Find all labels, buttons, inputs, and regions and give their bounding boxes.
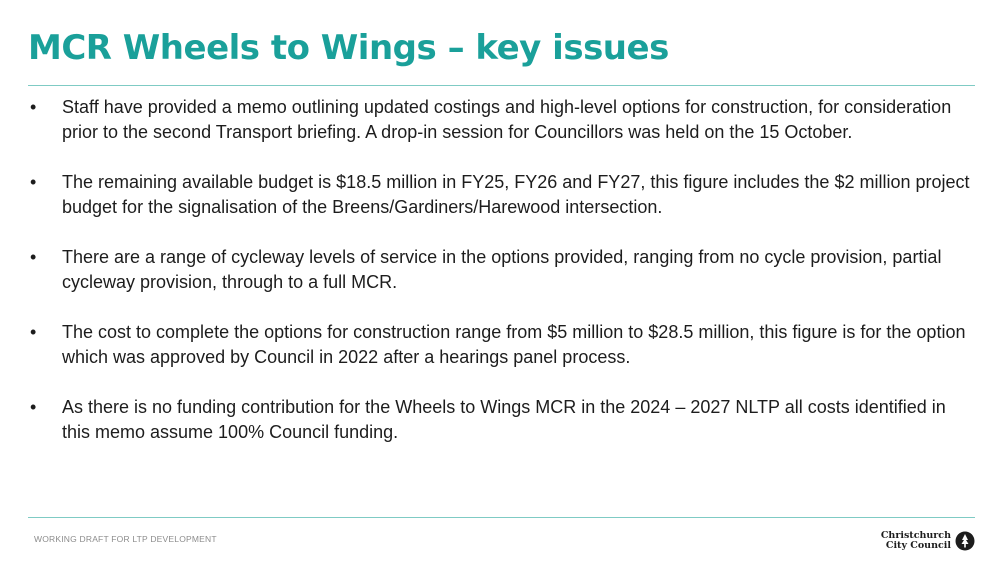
bullet-marker: • [30,97,37,117]
title-divider [28,85,975,86]
logo-line-1: Christchurch [880,530,951,541]
bullet-item [28,245,973,295]
bullet-item [28,170,973,220]
bullet-marker: • [30,172,37,192]
slide-title: MCR Wheels to Wings – key issues [28,28,669,68]
council-logo [881,531,975,551]
bullet-item [28,95,973,145]
bullet-text: As there is no funding contribution for the Wheels to Wings MCR in the 2024 – 2027 NLTP all costs identified in this memo assume 100% Council funding. [62,397,946,442]
bullet-text: The cost to complete the options for construction range from $5 million to $28.5 million, this figure is for the option which was approved by Council in 2022 after a hearings panel process. [62,322,966,367]
bullet-marker: • [30,247,37,267]
bullet-marker: • [30,397,37,417]
bullet-item [28,395,973,445]
bullet-item [28,320,973,370]
footer-divider [28,517,975,518]
bullet-text: Staff have provided a memo outlining updated costings and high-level options for construction, for consideration prior to the second Transport briefing. A drop-in session for Councillors was held on the 15 October. [62,97,952,142]
bullet-list [28,95,973,470]
bullet-marker: • [30,322,37,342]
bullet-text: The remaining available budget is $18.5 million in FY25, FY26 and FY27, this figure includes the $2 million project budget for the signalisation of the Breens/Gardiners/Harewood intersection. [62,172,970,217]
logo-line-2: City Council [885,540,951,551]
council-logo-icon [955,531,975,551]
bullet-text: There are a range of cycleway levels of service in the options provided, ranging from no cycle provision, partial cycleway provision, through to a full MCR. [62,247,942,292]
logo-wordmark [881,531,951,551]
footer-label: WORKING DRAFT FOR LTP DEVELOPMENT [34,534,217,544]
